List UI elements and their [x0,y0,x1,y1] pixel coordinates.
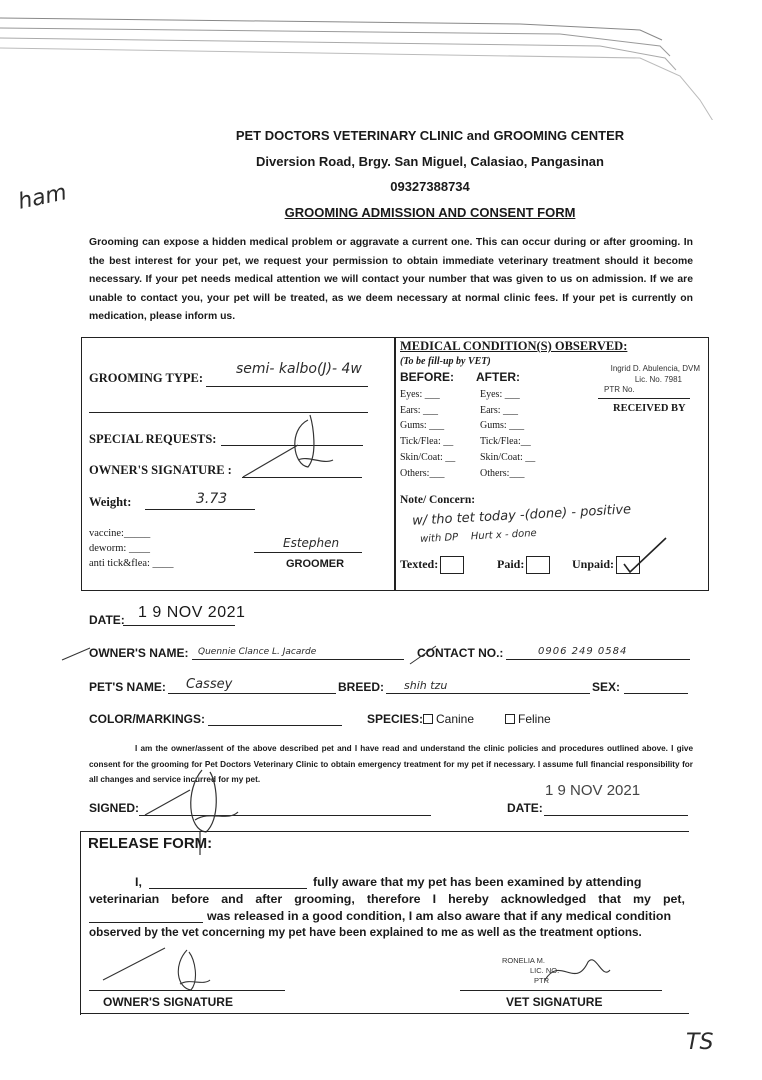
signed-label: SIGNED: [89,801,140,815]
unpaid-checkmark [622,534,668,576]
signed-date-value: 1 9 NOV 2021 [545,782,641,799]
species-canine-option[interactable] [419,712,474,726]
release-text-b: veterinarian before and after grooming, therefore I hereby acknowledged that my pet, [89,892,685,906]
vet-fill-note: (To be fill-up by VET) [400,356,491,367]
groomer-field[interactable] [254,552,362,553]
date-label: DATE: [89,613,125,627]
before-eyes: Eyes: ___ [400,389,440,400]
vet-stamp [590,364,700,396]
release-owner-signature-line[interactable] [89,990,285,991]
texted-checkbox[interactable] [440,556,464,574]
release-owner-name-field[interactable] [149,888,307,889]
pet-name-value: Cassey [186,677,233,692]
after-eyes: Eyes: ___ [480,389,520,400]
received-by-line[interactable] [598,398,690,399]
paper-stack-edges [0,0,762,120]
paid-row [497,556,550,574]
color-markings-label: COLOR/MARKINGS: [89,712,205,726]
release-owner-scribble [95,940,215,1000]
after-gums: Gums: ___ [480,420,525,432]
weight-value: 3.73 [196,491,228,507]
form-title: GROOMING ADMISSION AND CONSENT FORM [284,205,576,220]
contact-value: 0906 249 0584 [538,646,628,657]
signed-date-field[interactable] [544,815,688,816]
release-vet-scribble [540,950,620,1000]
medical-condition-title: MEDICAL CONDITION(S) OBSERVED: [400,339,628,353]
paid-checkbox[interactable] [526,556,550,574]
after-others: Others:___ [480,467,525,479]
weight-field[interactable] [145,509,255,510]
note-label: Note/ Concern: [400,494,476,506]
after-tick-flea: Tick/Flea:__ [480,436,531,448]
intro-paragraph: Grooming can expose a hidden medical problem or aggravate a current one. This can occur during or after grooming. In the best interest for your pet, we request your permission to obtain immediate veterinary treatment should it become necessary. If your pet needs medical attention we will contact your number that was given to us on admission. If we are unable to contact you, your pet will be treated, as we deem necessary at normal clinic fees. If your pet is currently on medication, please inform us. [89,237,693,323]
clinic-phone: 09327388734 [390,179,470,194]
feline-checkbox[interactable] [505,714,515,724]
vet-stamp-ptr: PTR No. [604,385,635,394]
deworm-label: deworm: ____ [89,543,150,554]
sex-label: SEX: [592,680,621,694]
release-vet-stamp-name: RONELIA M. [502,956,545,965]
date-value: 1 9 NOV 2021 [138,604,246,621]
feline-label: Feline [518,712,551,726]
before-skin-coat: Skin/Coat: __ [400,451,456,463]
pet-name-field[interactable] [168,693,336,694]
owner-signature-scribble [238,405,348,485]
groomer-name: Estephen [283,536,340,550]
after-ears: Ears: ___ [480,404,519,416]
tick-flea-label: anti tick&flea: ____ [89,558,174,569]
canine-label: Canine [436,712,475,726]
release-i-label: I, [135,875,142,889]
before-gums: Gums: ___ [400,420,445,432]
note-line-1: w/ tho tet today -(done) - positive [411,502,632,529]
after-skin-coat: Skin/Coat: __ [480,451,536,463]
vaccine-label: vaccine:_____ [89,528,151,539]
received-by-label: RECEIVED BY [613,403,686,414]
release-owner-signature-label: OWNER'S SIGNATURE [103,995,233,1009]
release-vet-stamp-ptr: PTR [534,976,549,985]
before-others: Others:___ [400,467,445,479]
breed-label: BREED: [338,680,385,694]
sex-field[interactable] [624,693,688,694]
corner-initials: TS [686,1030,714,1055]
before-tick-flea: Tick/Flea: __ [400,436,454,448]
grooming-type-field[interactable] [206,386,368,387]
release-vet-signature-line[interactable] [460,990,662,991]
box-divider [394,337,396,591]
breed-field[interactable] [386,693,590,694]
release-text-d: observed by the vet concerning my pet have been explained to me as well as the treatment options. [89,926,642,939]
owner-name-value: Quennie Clance L. Jacarde [198,647,317,657]
date-field[interactable] [123,625,235,626]
after-label: AFTER: [476,370,520,384]
color-markings-field[interactable] [208,725,342,726]
release-vet-signature-label: VET SIGNATURE [506,995,603,1009]
groomer-label: GROOMER [286,558,345,570]
release-top-border [81,831,689,832]
release-left-border [80,831,81,1015]
before-label: BEFORE: [400,370,454,384]
paid-label: Paid: [497,556,525,571]
release-bottom-border [81,1013,689,1014]
contact-field[interactable] [506,659,690,660]
owner-name-label: OWNER'S NAME: [89,646,189,660]
release-text-a: fully aware that my pet has been examined by attending [313,875,642,889]
corner-handwritten-note: ham [15,180,69,215]
after-list [480,387,535,481]
release-text-c: was released in a good condition, I am also aware that if any medical condition [207,909,672,923]
signed-date-label: DATE: [507,801,543,815]
breed-value: shih tzu [404,679,448,692]
vet-stamp-name: Ingrid D. Abulencia, DVM [610,364,700,373]
grooming-type-value: semi- kalbo(J)- 4w [236,361,362,377]
before-list [400,387,455,481]
weight-label: Weight: [89,495,132,509]
release-pet-name-field[interactable] [89,922,203,923]
before-ears: Ears: ___ [400,404,439,416]
grooming-type-label: GROOMING TYPE: [89,371,204,385]
consent-paragraph: I am the owner/assent of the above described pet and I have read and understand the clinic policies and procedures outlined above. I give consent for the grooming for Pet Doctors Veterinary Clinic to obtain emergency treatment for my pet if necessary. I assume full financial responsibility for all changes and service incurred for my pet. [89,744,693,784]
contact-label: CONTACT NO.: [417,646,504,660]
texted-label: Texted: [400,556,439,571]
unpaid-label: Unpaid: [572,556,615,571]
owner-signature-label: OWNER'S SIGNATURE : [89,463,232,477]
special-requests-label: SPECIAL REQUESTS: [89,432,217,446]
clinic-name: PET DOCTORS VETERINARY CLINIC and GROOMING CENTER [235,128,625,143]
release-form-title: RELEASE FORM: [88,835,213,852]
pet-name-label: PET'S NAME: [89,680,166,694]
owner-name-strike [60,640,440,670]
canine-checkbox[interactable] [423,714,433,724]
texted-row [400,556,464,574]
species-label: SPECIES: [367,712,424,726]
clinic-address: Diversion Road, Brgy. San Miguel, Calasiao, Pangasinan [256,154,604,169]
release-vet-stamp-lic: LIC. NO. [530,966,560,975]
species-feline-option[interactable] [501,712,551,726]
note-line-2: with DP Hurt x - done [419,527,537,546]
vet-stamp-lic: Lic. No. 7981 [634,374,682,384]
